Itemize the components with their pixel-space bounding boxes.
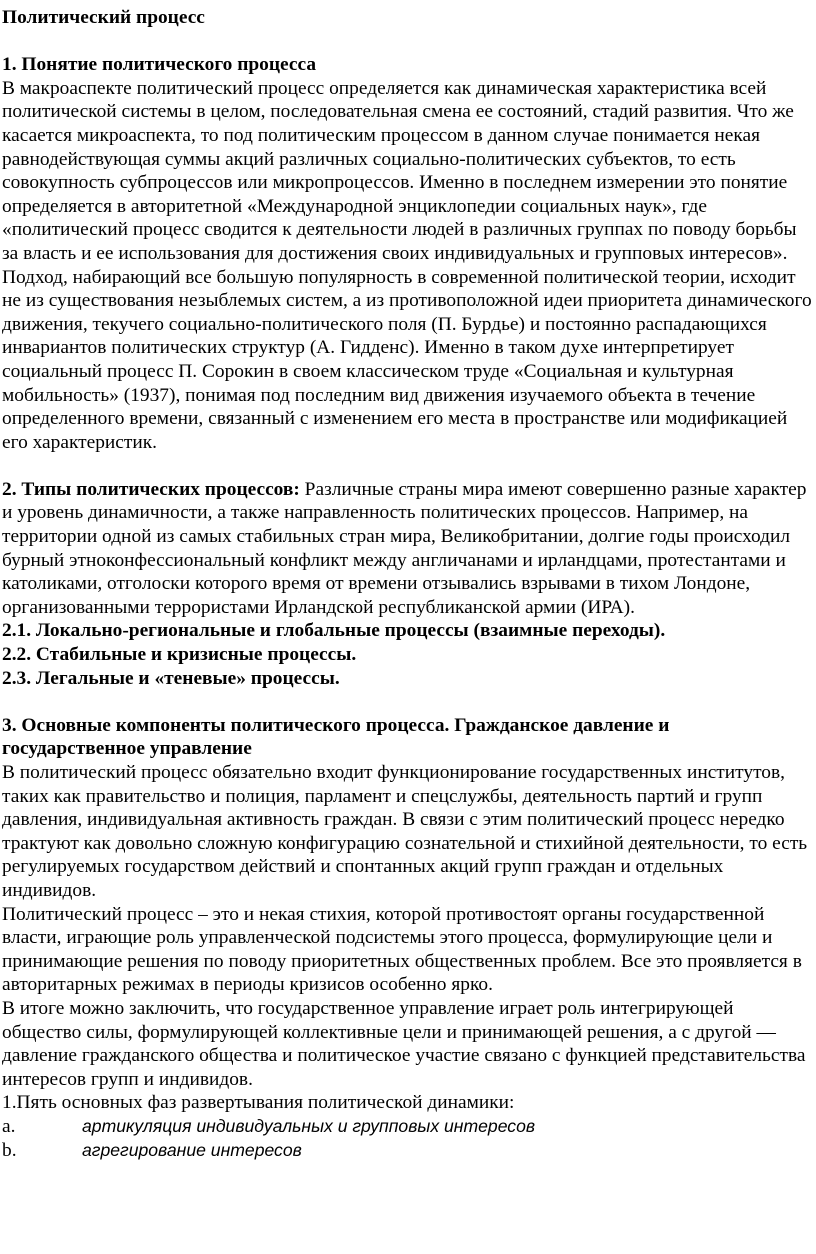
section-3-paragraph-2: Политический процесс – это и некая стихия, которой противостоят органы государственной власти, играющие роль управленческой подсистемы этого процесса, формулирующие цели и принимающие решения по поводу приоритетных общественных проблем. Все это проявляется в авторитарных режимах в периоды кризисов особенно ярко. [2, 903, 802, 996]
section-1-paragraph-1: В макроаспекте политический процесс определяется как динамическая характеристика всей политической системы в целом, последовательная смена ее состояний, стадий развития. Что же касается микроаспекта, то под политическим процессом в данном случае понимается некая равнодействующая суммы акций различных социально-политических субъектов, то есть совокупность субпроцессов или микропроцессов. Именно в последнем измерении это понятие определяется в авторитетной «Международной энциклопедии социальных наук», где «политический процесс сводится к деятельности людей в различных группах по поводу борьбы за власть и ее использования для достижения своих индивидуальных и групповых интересов». [2, 77, 797, 264]
spacer [2, 30, 816, 54]
phase-letter: a. [2, 1115, 16, 1137]
section-2-paragraph [2, 478, 816, 620]
spacer [2, 454, 816, 478]
spacer [2, 690, 816, 714]
phases-intro: 1.Пять основных фаз развертывания политической динамики: [2, 1092, 515, 1114]
section-2-1-heading: 2.1. Локально-региональные и глобальные процессы (взаимные переходы). [2, 620, 666, 642]
section-3-paragraph-1: В политический процесс обязательно входит функционирование государственных институтов, таких как правительство и полиция, парламент и спецслужбы, деятельность партий и групп давления, индивидуальная активность граждан. В связи с этим политический процесс нередко трактуют как довольно сложную конфигурацию сознательной и стихийной деятельности, то есть регулируемых государством действий и спонтанных акций групп граждан и отдельных индивидов. [2, 762, 808, 901]
section-2-2-heading: 2.2. Стабильные и кризисные процессы. [2, 644, 357, 666]
phase-item [2, 1115, 816, 1139]
document-title: Политический процесс [2, 7, 205, 28]
phase-text: артикуляция индивидуальных и групповых интересов [82, 1115, 536, 1136]
section-2-heading: 2. Типы политических процессов: [2, 478, 300, 500]
phase-text: агрегирование интересов [82, 1139, 302, 1160]
section-1-heading: 1. Понятие политического процесса [2, 54, 317, 76]
phase-letter: b. [2, 1139, 17, 1161]
section-2-text: Различные страны мира имеют совершенно разные характер и уровень динамичности, а также направленность политических процессов. Например, на территории одной из самых стабильных стран мира, Великобритании, долгие годы происходил бурный этноконфессиональный конфликт между англичанами и ирландцами, протестантами и католиками, отголоски которого время от времени отзывались взрывами в тихом Лондоне, организованными террористами Ирландской республиканской армии (ИРА). [2, 478, 807, 618]
section-3-heading: 3. Основные компоненты политического процесса. Гражданское давление и государственное управление [2, 714, 670, 760]
section-3-paragraph-3: В итоге можно заключить, что государственное управление играет роль интегрирующей общество силы, формулирующей коллективные цели и принимающей решения, а с другой — давление гражданского общества и политическое участие связано с функцией представительства интересов групп и индивидов. [2, 997, 806, 1090]
phase-item [2, 1139, 816, 1163]
section-2-3-heading: 2.3. Легальные и «теневые» процессы. [2, 667, 340, 689]
section-1-paragraph-2: Подход, набирающий все большую популярность в современной политической теории, исходит не из существования незыблемых систем, а из противоположной идеи приоритета динамического движения, текучего социально-политического поля (П. Бурдье) и постоянно распадающихся инвариантов политических структур (А. Гидденс). Именно в таком духе интерпретирует социальный процесс П. Сорокин в своем классическом труде «Социальная и культурная мобильность» (1937), понимая под последним вид движения изучаемого объекта в течение определенного времени, связанный с изменением его места в пространстве или модификацией его характеристик. [2, 266, 812, 453]
